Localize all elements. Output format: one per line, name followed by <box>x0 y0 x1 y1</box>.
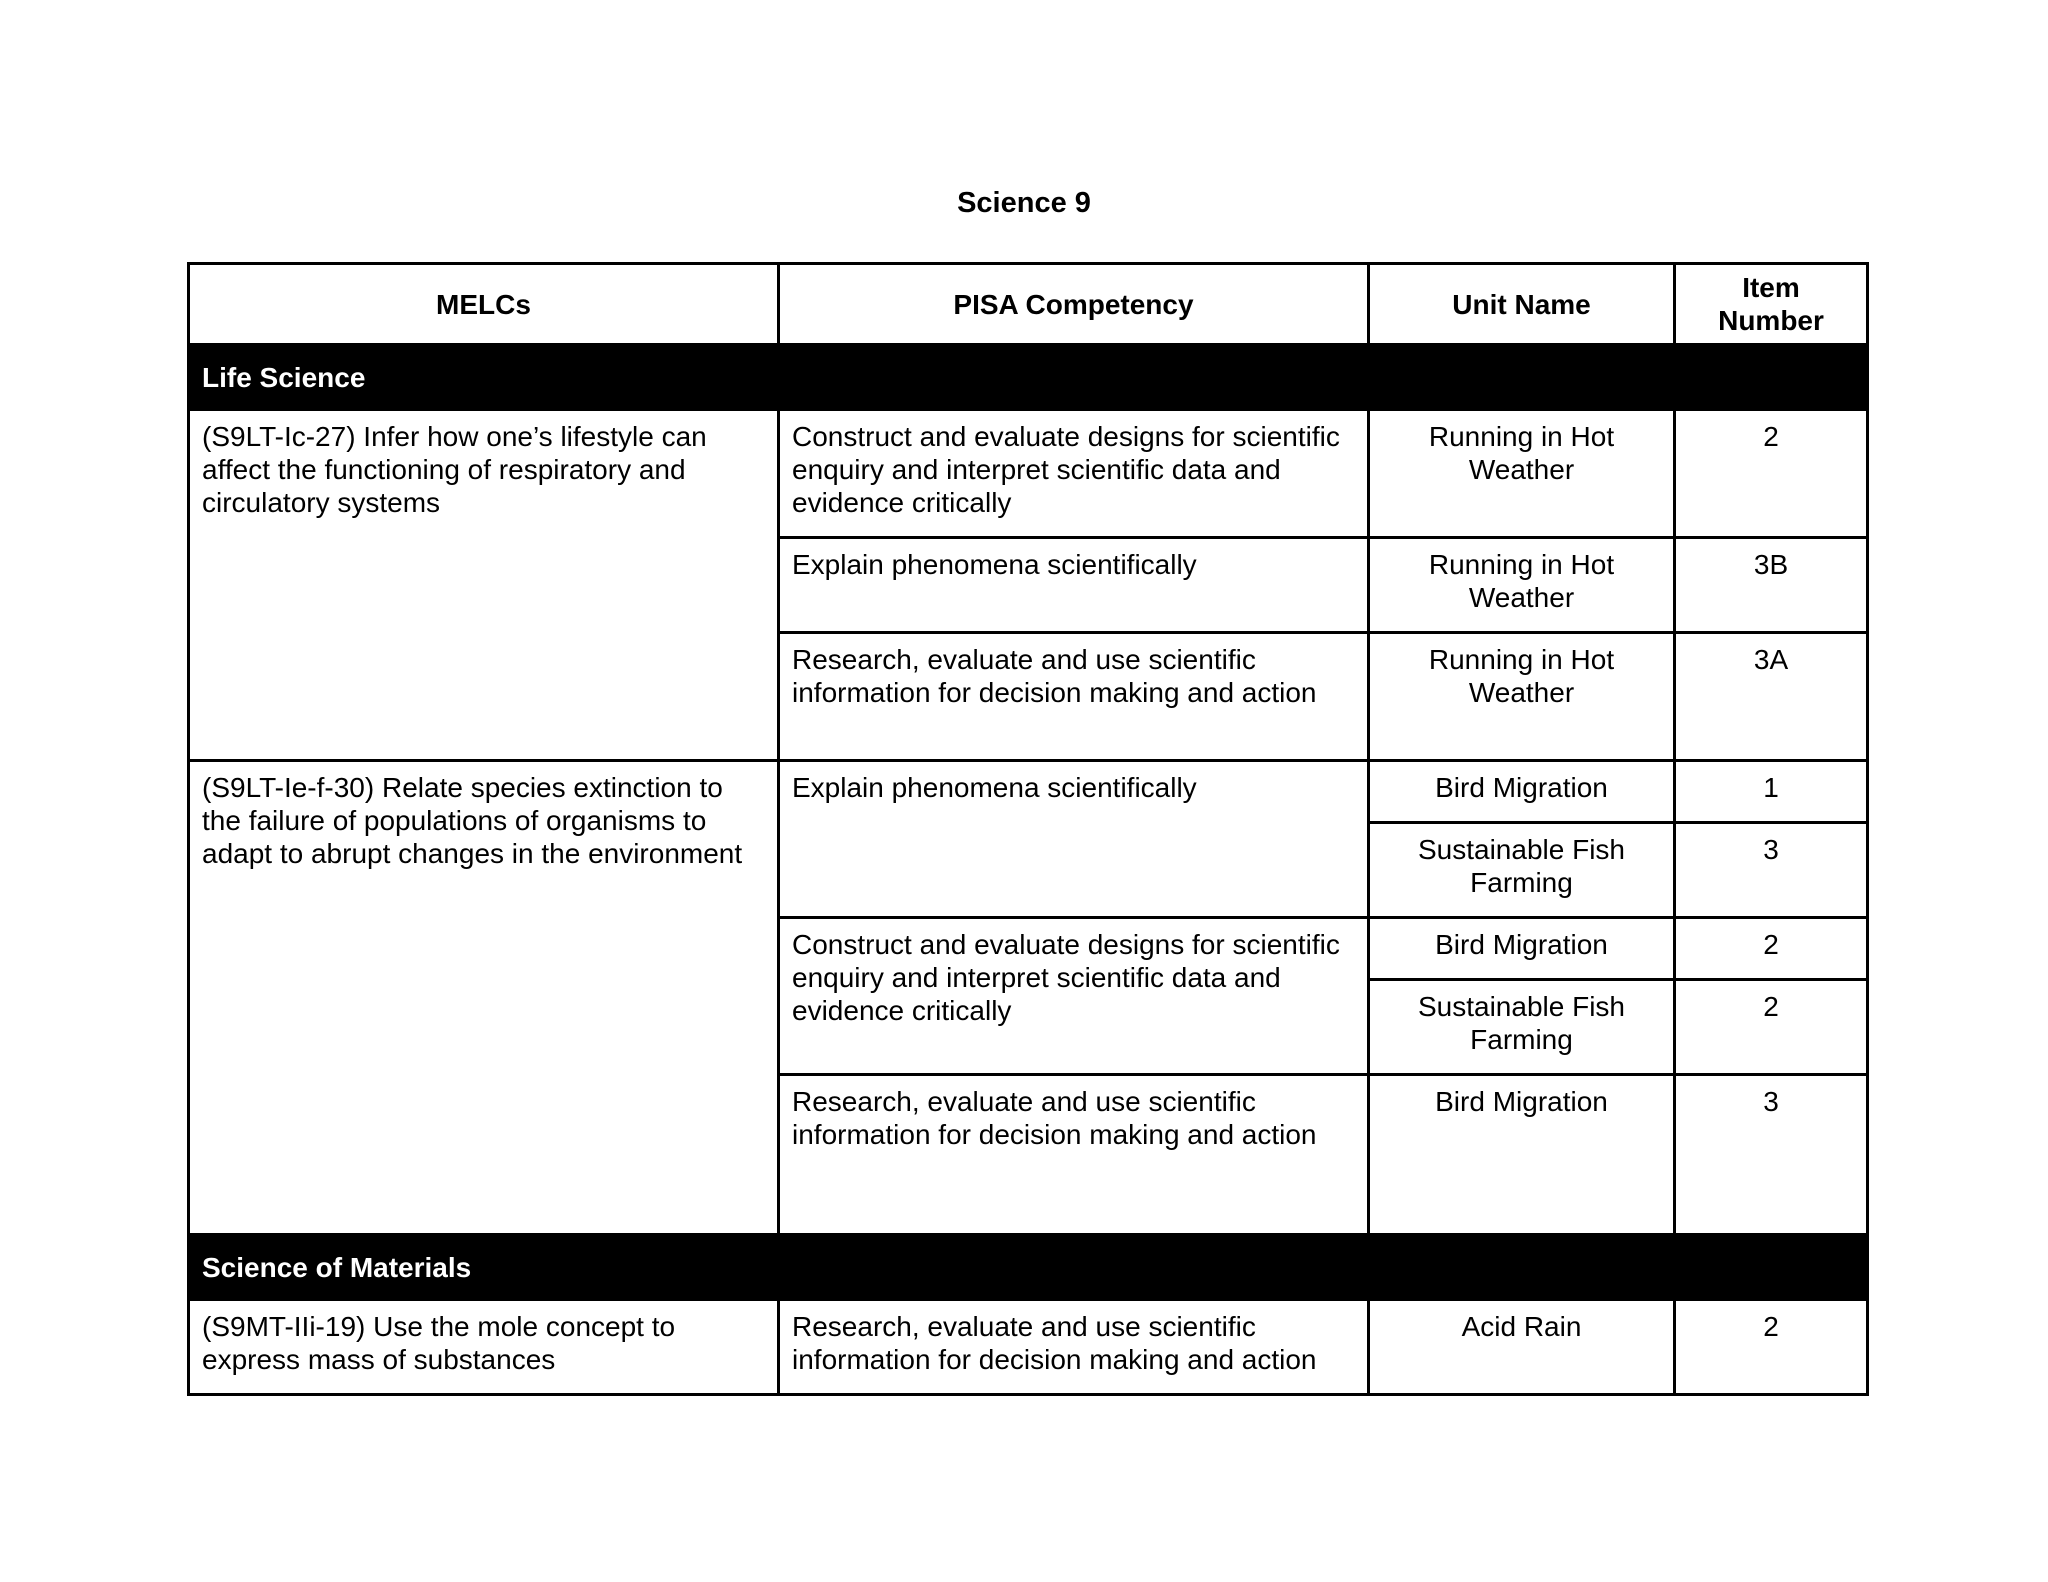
item-cell: 2 <box>1675 980 1868 1075</box>
item-cell: 3 <box>1675 1075 1868 1235</box>
unit-cell: Sustainable Fish Farming <box>1369 823 1675 918</box>
melc-cell: (S9MT-IIi-19) Use the mole concept to express mass of substances <box>189 1300 779 1395</box>
item-cell: 1 <box>1675 761 1868 823</box>
pisa-cell: Research, evaluate and use scientific information for decision making and action <box>779 633 1369 761</box>
unit-cell: Bird Migration <box>1369 761 1675 823</box>
pisa-cell: Research, evaluate and use scientific information for decision making and action <box>779 1300 1369 1395</box>
item-cell: 3B <box>1675 538 1868 633</box>
pisa-cell: Construct and evaluate designs for scientific enquiry and interpret scientific data and evidence critically <box>779 918 1369 1075</box>
competency-table <box>187 262 1869 1396</box>
item-cell: 2 <box>1675 918 1868 980</box>
table-row <box>189 410 1868 538</box>
section-row-science-of-materials <box>189 1235 1868 1300</box>
unit-cell: Running in Hot Weather <box>1369 410 1675 538</box>
header-unit-name: Unit Name <box>1369 264 1675 345</box>
unit-cell: Acid Rain <box>1369 1300 1675 1395</box>
pisa-cell: Explain phenomena scientifically <box>779 538 1369 633</box>
item-cell: 3 <box>1675 823 1868 918</box>
unit-cell: Sustainable Fish Farming <box>1369 980 1675 1075</box>
item-cell: 2 <box>1675 1300 1868 1395</box>
section-label-science-of-materials: Science of Materials <box>189 1235 1868 1300</box>
pisa-cell: Construct and evaluate designs for scientific enquiry and interpret scientific data and evidence critically <box>779 410 1369 538</box>
table-row <box>189 1300 1868 1395</box>
pisa-cell: Explain phenomena scientifically <box>779 761 1369 918</box>
header-melcs: MELCs <box>189 264 779 345</box>
section-label-life-science: Life Science <box>189 345 1868 410</box>
item-cell: 2 <box>1675 410 1868 538</box>
unit-cell: Running in Hot Weather <box>1369 633 1675 761</box>
melc-cell: (S9LT-Ic-27) Infer how one’s lifestyle can affect the functioning of respiratory and circulatory systems <box>189 410 779 761</box>
page-title: Science 9 <box>957 187 1091 219</box>
unit-cell: Running in Hot Weather <box>1369 538 1675 633</box>
unit-cell: Bird Migration <box>1369 918 1675 980</box>
header-row <box>189 264 1868 345</box>
item-cell: 3A <box>1675 633 1868 761</box>
header-item-number: Item Number <box>1675 264 1868 345</box>
melc-cell: (S9LT-Ie-f-30) Relate species extinction to the failure of populations of organisms to adapt to abrupt changes in the environment <box>189 761 779 1235</box>
header-pisa-competency: PISA Competency <box>779 264 1369 345</box>
table-row <box>189 761 1868 823</box>
unit-cell: Bird Migration <box>1369 1075 1675 1235</box>
section-row-life-science <box>189 345 1868 410</box>
pisa-cell: Research, evaluate and use scientific information for decision making and action <box>779 1075 1369 1235</box>
